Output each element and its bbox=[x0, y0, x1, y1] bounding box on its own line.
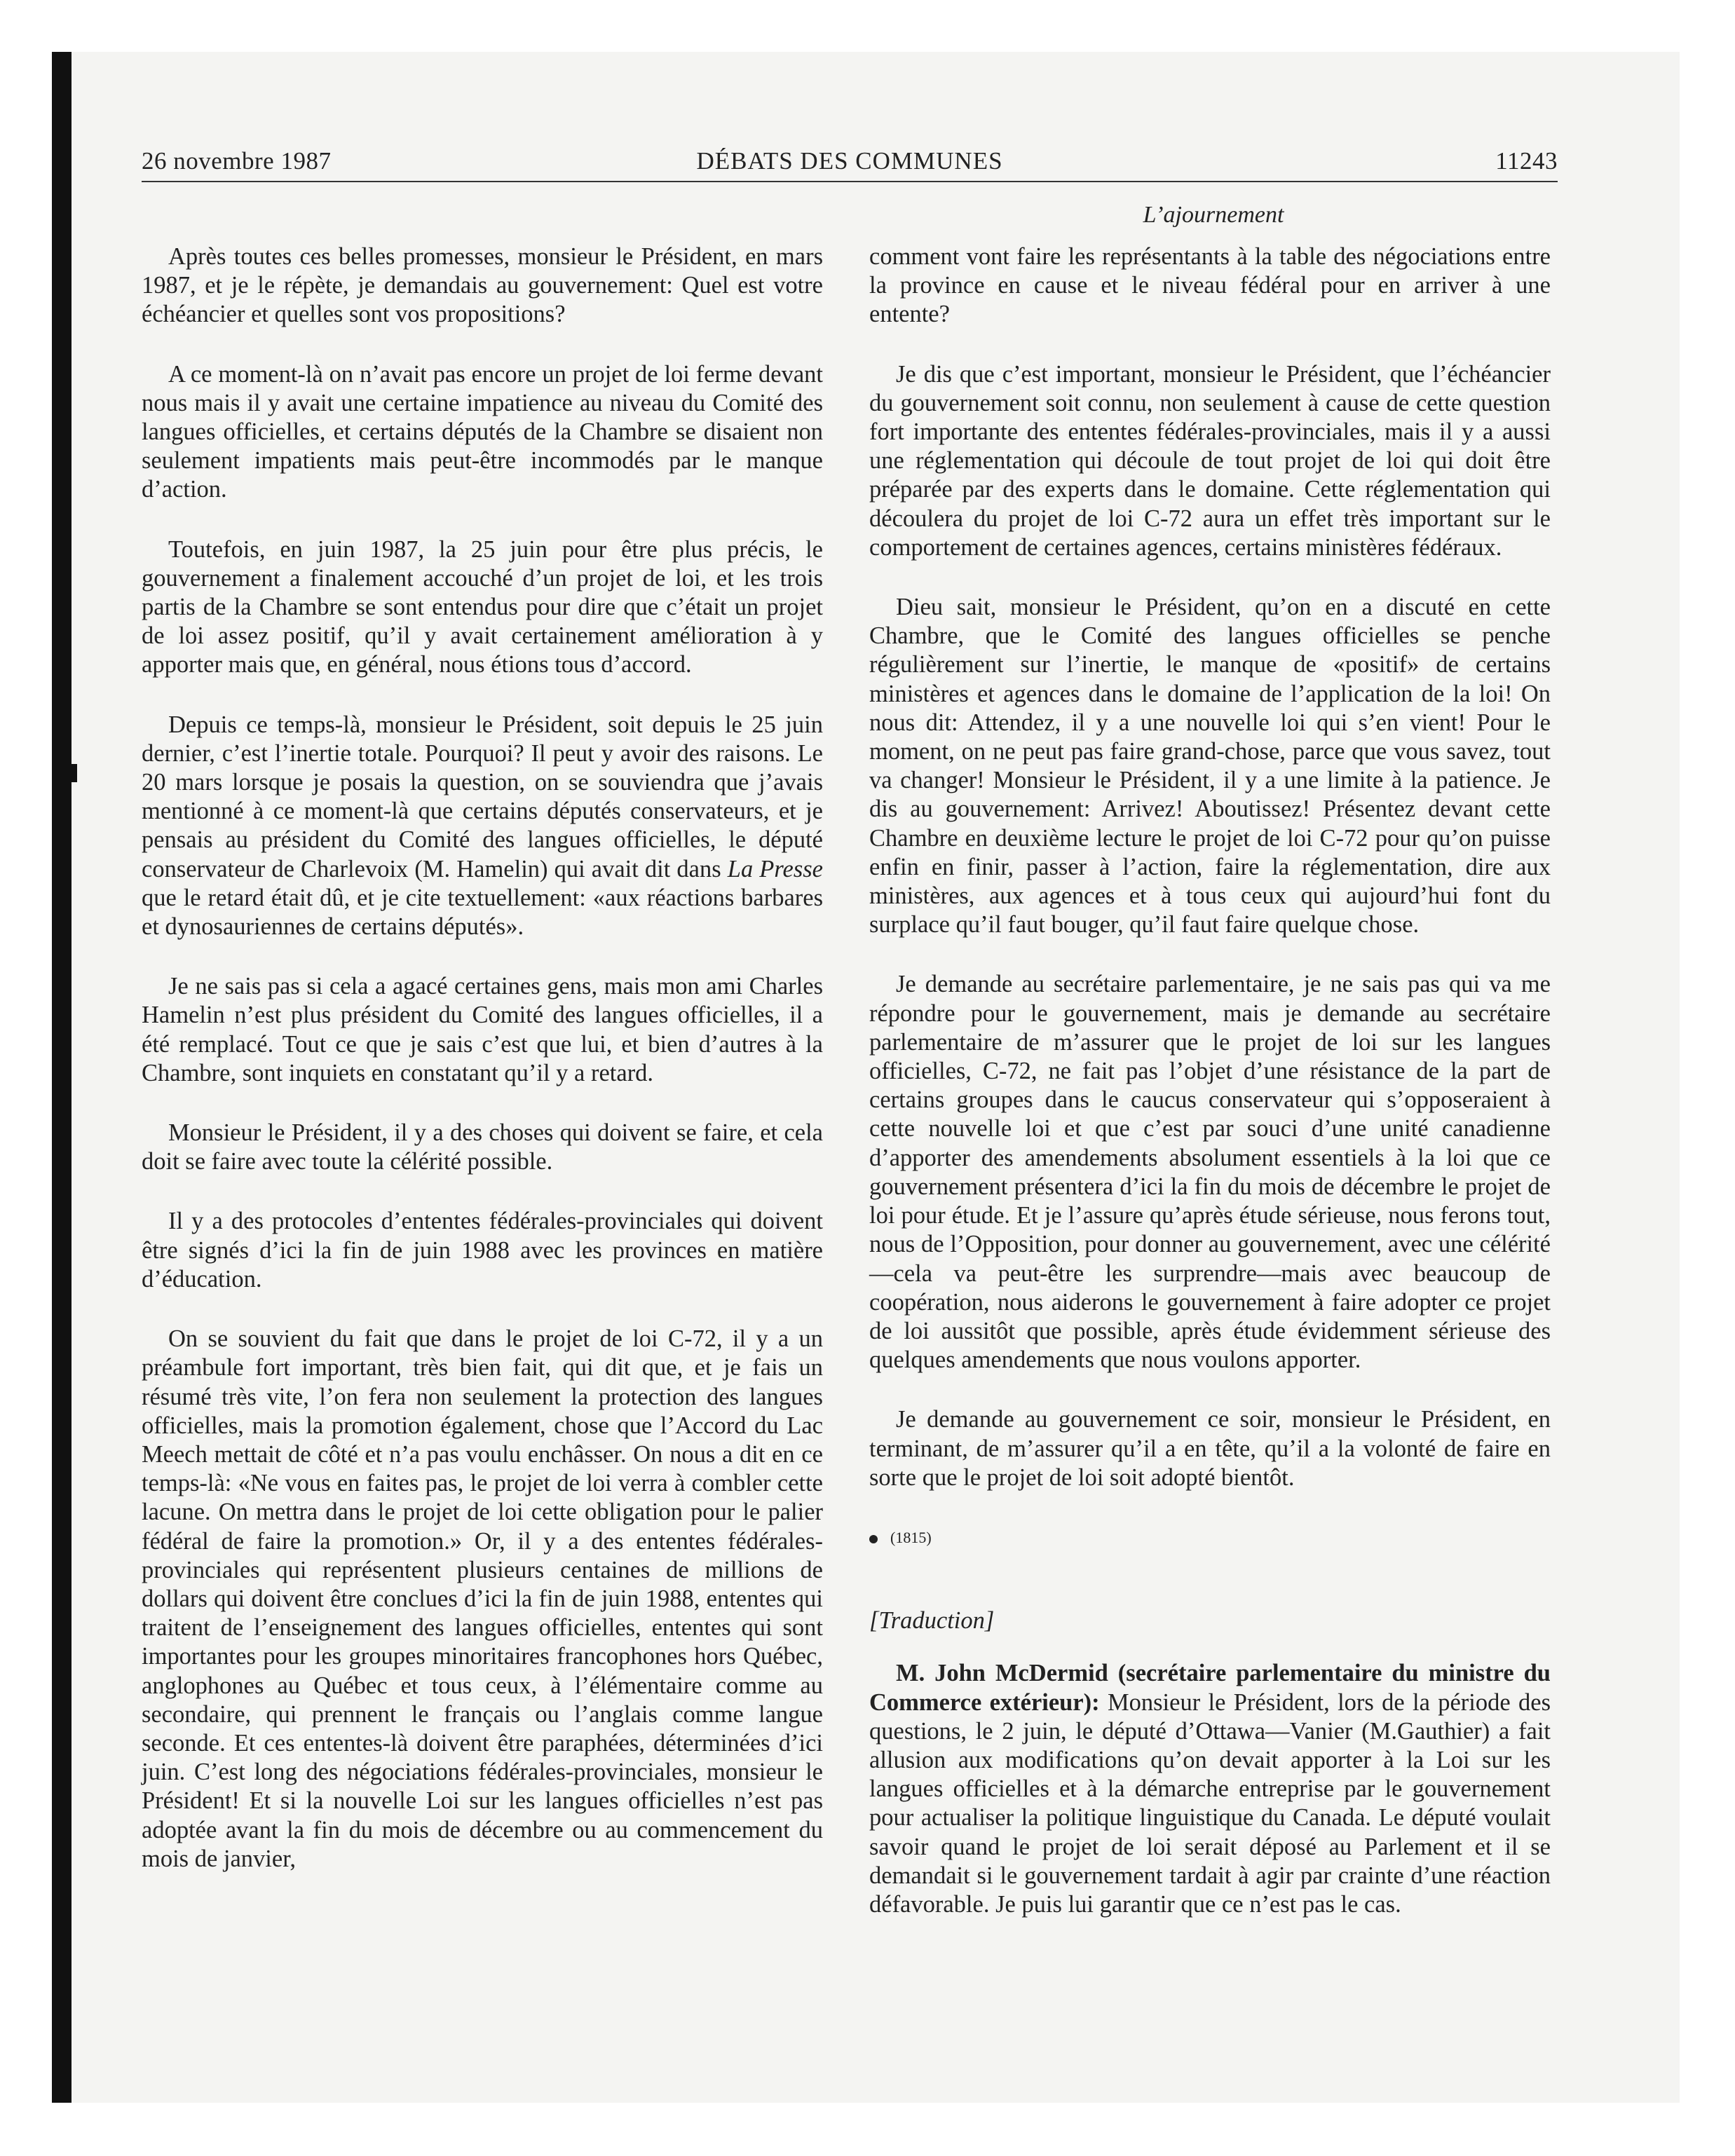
paragraph: A ce moment-là on n’avait pas encore un projet de loi ferme devant nous mais il y avait une certaine impatience au niveau du Comité des langues officielles, et certains députés de la Chambre se disaient non seulement impatients mais peut-être incommodés par le manque d’action. bbox=[142, 360, 823, 503]
paragraph: Toutefois, en juin 1987, la 25 juin pour être plus précis, le gouvernement a finalement accouché d’un projet de loi, et les trois partis de la Chambre se sont entendus pour dire que c’était un projet de loi assez positif, qu’il y avait certainement amélioration à y apporter mais que, en général, nous étions tous d’accord. bbox=[142, 535, 823, 678]
paragraph bbox=[142, 711, 823, 942]
paragraph-text: que le retard était dû, et je cite textuellement: «aux réactions barbares et dynosauriennes de certains députés». bbox=[142, 884, 823, 941]
paragraph: Je ne sais pas si cela a agacé certaines gens, mais mon ami Charles Hamelin n’est plus président du Comité des langues officielles, il a été remplacé. Tout ce que je sais c’est que lui, et bien d’autres à la Chambre, sont inquiets en constatant qu’il y a retard. bbox=[142, 973, 823, 1086]
paragraph: Je demande au gouvernement ce soir, monsieur le Président, en terminant, de m’assurer qu’il a en tête, qu’il a la volonté de faire en sorte que le projet de loi soit adopté bientôt. bbox=[869, 1406, 1551, 1491]
running-head: L’ajournement bbox=[1143, 202, 1284, 228]
paragraph-text: Depuis ce temps-là, monsieur le Président, soit depuis le 25 juin dernier, c’est l’inertie totale. Pourquoi? Il peut y avoir des raisons. Le 20 mars lorsque je posais la question, on se souviendra que j’avais mentionné à ce moment-là que certains députés conservateurs, et je pensais au président du Comité des langues officielles, le député conservateur de Charlevoix (M. Hamelin) qui avait dit dans bbox=[142, 711, 823, 882]
paragraph: Monsieur le Président, il y a des choses qui doivent se faire, et cela doit se faire avec toute la célérité possible. bbox=[142, 1119, 823, 1175]
header-title: DÉBATS DES COMMUNES bbox=[696, 147, 1003, 175]
bullet-icon bbox=[869, 1535, 878, 1543]
paragraph: Je dis que c’est important, monsieur le Président, que l’échéancier du gouvernement soit connu, non seulement à cause de cette question fort importante des ententes fédérales-provinciales, mais il y a aussi une réglementation qui découle de tout projet de loi qui doit être préparée par des experts dans le domaine. Cette réglementation qui découlera du projet de loi C-72 aura un effet très important sur le comportement de certaines agences, certains ministères fédéraux. bbox=[869, 360, 1551, 561]
translation-label-text: Traduction bbox=[878, 1607, 985, 1635]
paragraph: comment vont faire les représentants à la table des négociations entre la province en cause et le niveau fédéral pour en arriver à une entente? bbox=[869, 243, 1551, 328]
header-date: 26 novembre 1987 bbox=[142, 147, 332, 175]
binding-mark bbox=[66, 764, 77, 782]
binding-edge bbox=[52, 52, 72, 2103]
newspaper-title: La Presse bbox=[727, 855, 823, 882]
paragraph: Après toutes ces belles promesses, monsieur le Président, en mars 1987, et je le répète, je demandais au gouvernement: Quel est votre échéancier et quelles sont vos propositions? bbox=[142, 243, 823, 328]
speech-text: Monsieur le Président, lors de la période des questions, le 2 juin, le député d’Ottawa—Vanier (M.Gauthier) a fait allusion aux modifications qu’on devait apporter à la Loi sur les langues officielles et à la démarche entreprise par le gouvernement pour actualiser la politique linguistique du Canada. Le député voulait savoir quand le projet de loi serait déposé au Parlement et il se demandait si le gouvernement tardait à agir par crainte d’une réaction défavorable. Je puis lui garantir que ce n’est pas le cas. bbox=[869, 1688, 1551, 1918]
speech-paragraph bbox=[869, 1659, 1551, 1919]
page-header bbox=[142, 147, 1558, 184]
paragraph: On se souvient du fait que dans le projet de loi C-72, il y a un préambule fort important, très bien fait, qui dit que, et je fais un résumé très vite, l’on fera non seulement la protection des langues officielles, mais la promotion également, chose que l’Accord du Lac Meech mettait de côté et n’a pas voulu enchâsser. On nous a dit en ce temps-là: «Ne vous en faites pas, le projet de loi verra à combler cette lacune. On mettra dans le projet de loi cette obligation pour le palier fédéral de faire la promotion.» Or, il y a des ententes fédérales-provinciales qui représentent plusieurs centaines de millions de dollars qui doivent être conclues d’ici la fin de juin 1988, ententes qui traitent de l’enseignement des langues officielles, ententes qui sont importantes pour les groupes minoritaires francophones hors Québec, anglophones au Québec et tous ceux, à l’élémentaire comme au secondaire, qui prennent le français ou l’anglais comme langue seconde. Et ces ententes-là doivent être paraphées, déterminées d’ici juin. C’est long des négociations fédérales-provinciales, monsieur le Président! Et si la nouvelle Loi sur les langues officielles n’est pas adoptée avant la fin du mois de décembre ou au commencement du mois de janvier, bbox=[142, 1325, 823, 1872]
time-marker bbox=[869, 1523, 1551, 1552]
left-column bbox=[142, 243, 823, 1904]
paragraph: Je demande au secrétaire parlementaire, je ne sais pas qui va me répondre pour le gouvernement, mais je demande au secrétaire parlementaire de m’assurer que le projet de loi sur les langues officielles, C-72, ne fait pas l’objet d’une résistance de la part de certains groupes dans le caucus conservateur qui s’opposeraient à cette nouvelle loi et que c’est par souci d’une unité canadienne d’apporter des amendements absolument essentiels à la loi que ce gouvernement présentera d’ici la fin du mois de décembre le projet de loi pour étude. Et je l’assure qu’après étude sérieuse, nous ferons tout, nous de l’Opposition, pour donner au gouvernement, avec une célérité—cela va peut-être les surprendre—mais avec beaucoup de coopération, nous aiderons le gouvernement à faire adopter ce projet de loi aussitôt que possible, après étude évidemment sérieuse des quelques amendements que nous voulons apporter. bbox=[869, 971, 1551, 1374]
translation-label: [Traduction] bbox=[869, 1607, 995, 1635]
paragraph: Dieu sait, monsieur le Président, qu’on en a discuté en cette Chambre, que le Comité des langues officielles se penche régulièrement sur l’inertie, le manque de «positif» de certains ministères et agences dans le domaine de l’application de la loi! On nous dit: Attendez, il y a une nouvelle loi qui s’en vient! Pour le moment, on ne peut pas faire grand-chose, parce que vous savez, tout va changer! Monsieur le Président, il y a une limite à la patience. Je dis au gouvernement: Arrivez! Aboutissez! Présentez devant cette Chambre en deuxième lecture le projet de loi C-72 pour qu’on puisse enfin en finir, passer à l’action, faire la réglementation, dire aux ministères, aux agences et à tous ceux qui aujourd’hui font du surplace qu’il faut bouger, qu’il faut faire quelque chose. bbox=[869, 594, 1551, 939]
right-column bbox=[869, 243, 1551, 1950]
time-marker-text: (1815) bbox=[890, 1528, 932, 1546]
header-page-number: 11243 bbox=[1495, 147, 1558, 175]
header-rule bbox=[142, 181, 1558, 182]
speaker-name: M. John McDermid (secrétaire parlementaire du ministre du Commerce extérieur): bbox=[869, 1660, 1551, 1716]
paragraph: Il y a des protocoles d’ententes fédérales-provinciales qui doivent être signés d’ici la fin de juin 1988 avec les provinces en matière d’éducation. bbox=[142, 1208, 823, 1292]
